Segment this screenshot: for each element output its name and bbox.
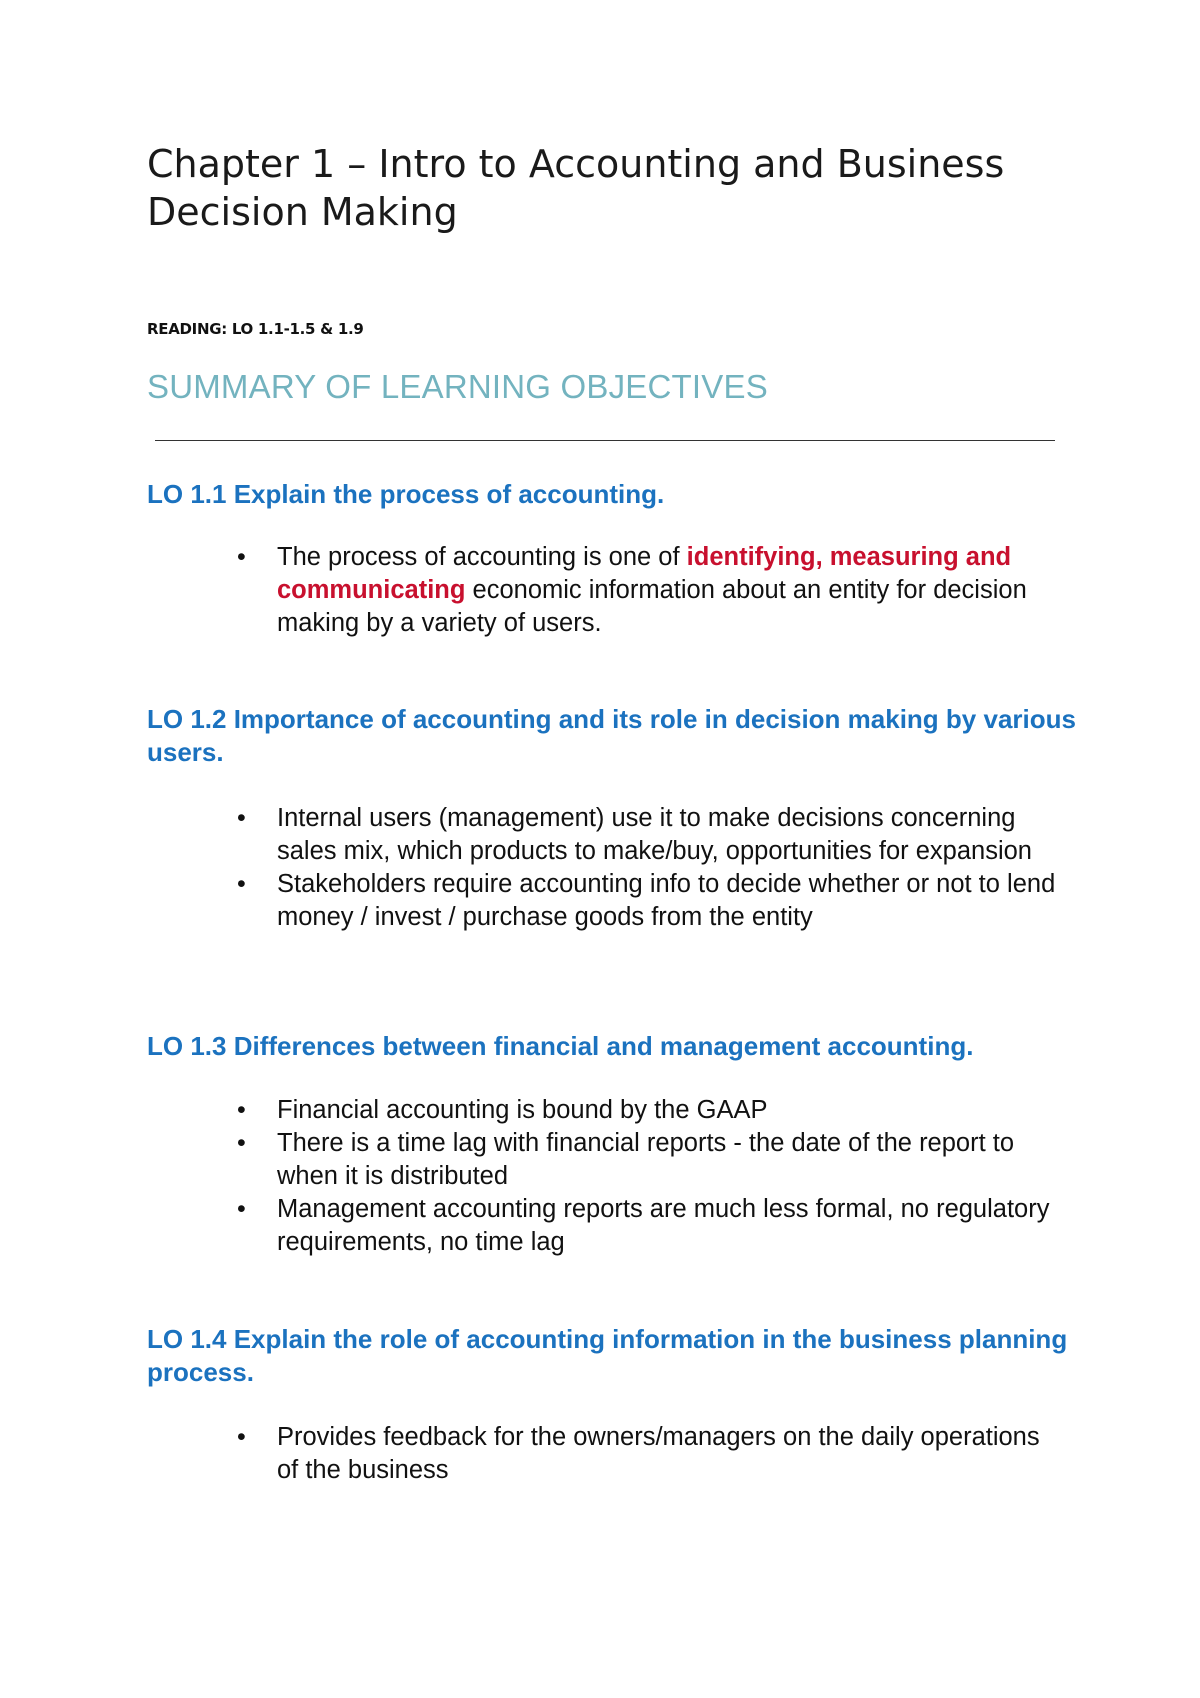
- highlighted-text: identifying, measuring and communicating: [277, 543, 1012, 604]
- list-item: [0, 802, 1067, 868]
- bullet-icon: •: [237, 804, 246, 832]
- lo-1-3-heading: LO 1.3 Differences between financial and management accounting.: [147, 1031, 974, 1061]
- bullet-text: There is a time lag with financial reports - the date of the report to when it is distributed: [277, 1129, 1015, 1190]
- list-item: [0, 1421, 1067, 1487]
- list-item: [0, 1094, 1067, 1127]
- lo-1-2-heading: LO 1.2 Importance of accounting and its role in decision making by various users.: [147, 704, 1076, 767]
- bullet-text: Financial accounting is bound by the GAAP: [277, 1096, 768, 1124]
- chapter-title: Chapter 1 – Intro to Accounting and Business Decision Making: [147, 142, 1005, 234]
- bullet-icon: •: [237, 1129, 246, 1157]
- bullet-text: Internal users (management) use it to make decisions concerning sales mix, which products to make/buy, opportunities for expansion: [277, 804, 1032, 865]
- horizontal-rule: [155, 440, 1055, 441]
- bullet-text: Management accounting reports are much less formal, no regulatory requirements, no time lag: [277, 1195, 1050, 1256]
- bullet-icon: •: [237, 1096, 246, 1124]
- bullet-icon: •: [237, 1423, 246, 1451]
- list-item: [0, 1193, 1067, 1259]
- lo-1-4-heading: LO 1.4 Explain the role of accounting information in the business planning process.: [147, 1324, 1068, 1387]
- list-item: [0, 868, 1067, 934]
- bullet-text: Stakeholders require accounting info to decide whether or not to lend money / invest / purchase goods from the entity: [277, 870, 1056, 931]
- bullet-icon: •: [237, 543, 246, 571]
- lo-1-3-bullet-list: [0, 1094, 1200, 1259]
- summary-heading: SUMMARY OF LEARNING OBJECTIVES: [147, 368, 768, 405]
- lo-1-4-bullet-list: [0, 1421, 1200, 1487]
- bullet-icon: •: [237, 870, 246, 898]
- bullet-text-before: The process of accounting is one of: [277, 543, 687, 571]
- lo-1-2-bullet-list: [0, 802, 1200, 934]
- bullet-text-after: economic information about an entity for decision making by a variety of users.: [277, 576, 1027, 637]
- lo-1-1-heading: LO 1.1 Explain the process of accounting.: [147, 479, 665, 509]
- lo-1-1-bullet-list: [0, 541, 1200, 640]
- bullet-text: Provides feedback for the owners/managers on the daily operations of the business: [277, 1423, 1040, 1484]
- list-item: [0, 1127, 1067, 1193]
- reading-note: READING: LO 1.1-1.5 & 1.9: [147, 320, 364, 338]
- bullet-icon: •: [237, 1195, 246, 1223]
- list-item: [0, 541, 1067, 640]
